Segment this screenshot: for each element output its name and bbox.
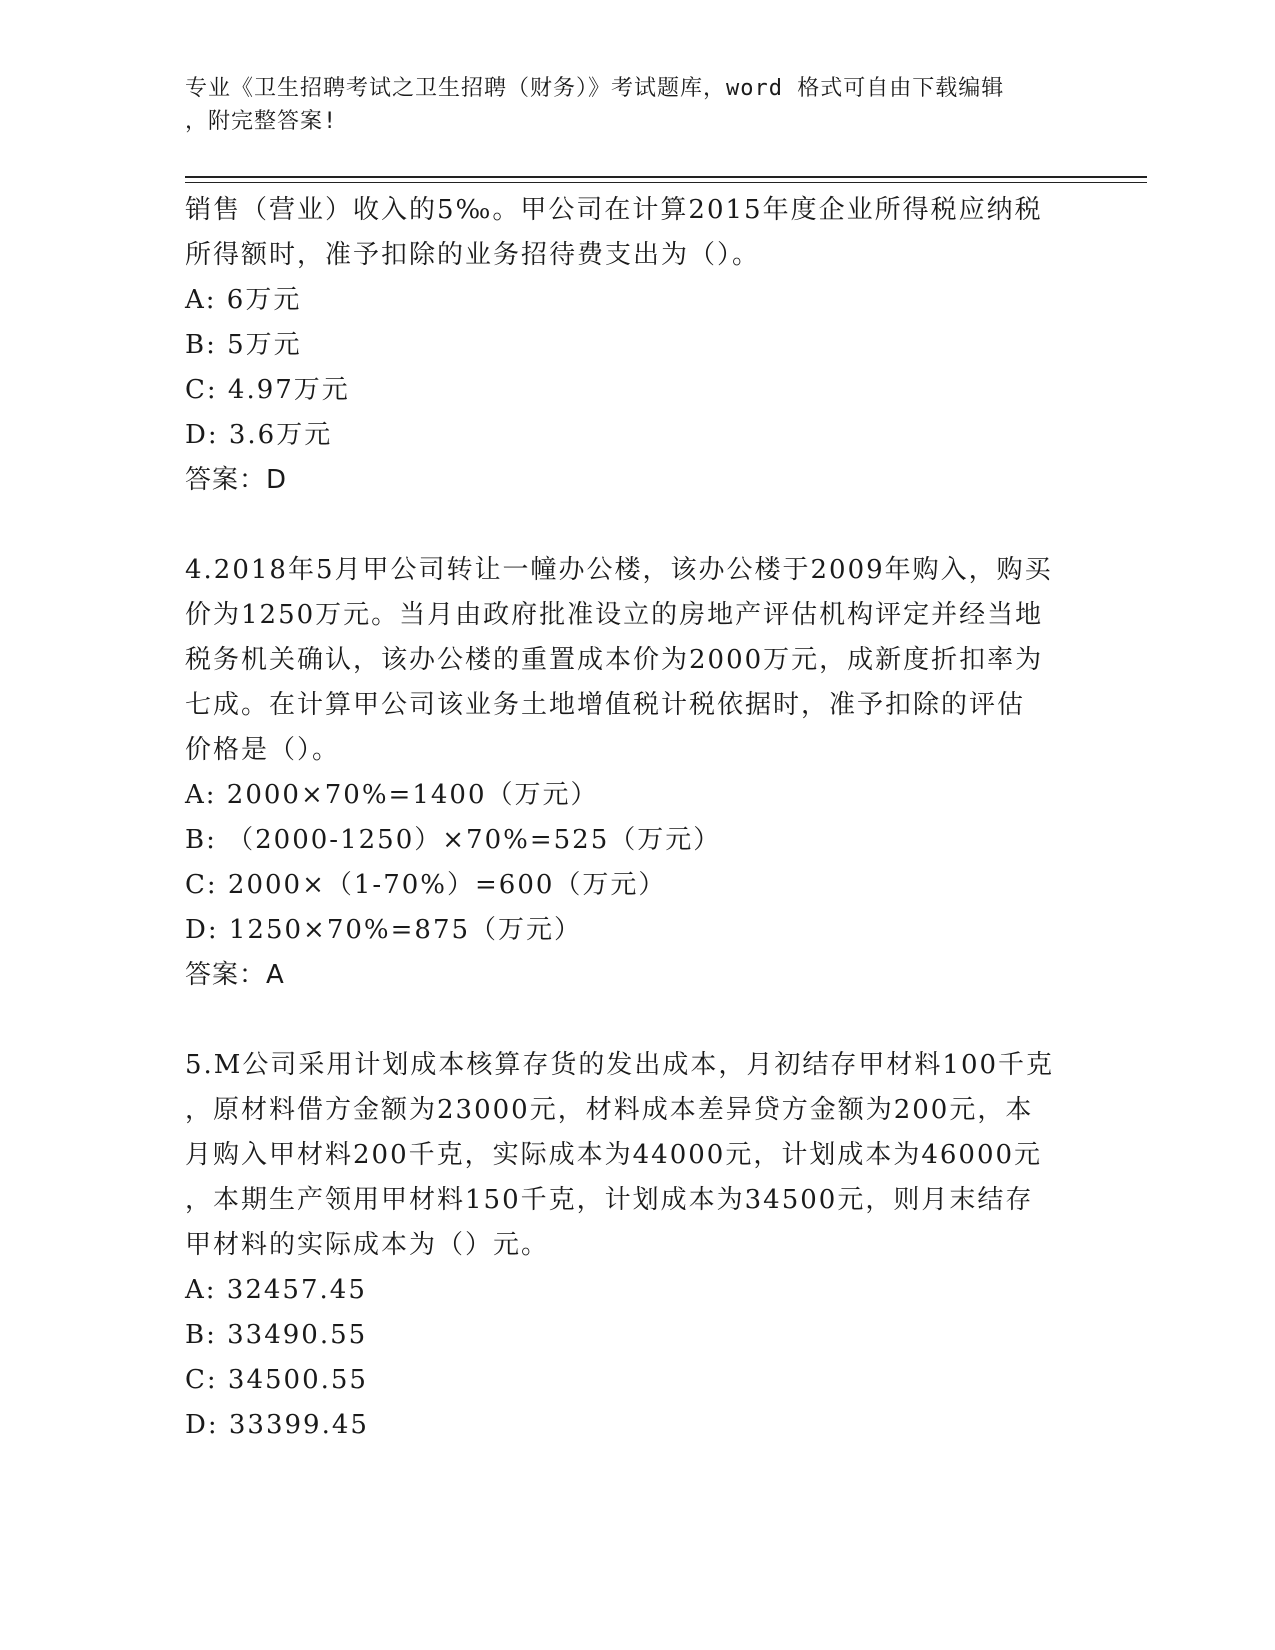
question-stem-line: 5.M公司采用计划成本核算存货的发出成本，月初结存甲材料100千克 [185,1050,1055,1080]
spacer [185,503,1085,548]
option-b: B: 5万元 [185,330,302,360]
question-stem-line: 月购入甲材料200千克，实际成本为44000元，计划成本为46000元 [185,1140,1043,1170]
option-c: C: 4.97万元 [185,375,350,405]
question-stem-line: 价格是（）。 [185,735,341,765]
question-stem-line: 4.2018年5月甲公司转让一幢办公楼，该办公楼于2009年购入，购买 [185,555,1053,585]
option-c: C: 2000×（1-70%）=600（万元） [185,870,667,900]
option-d: D: 33399.45 [185,1410,369,1440]
answer-text: 答案：A [185,960,285,990]
option-a: A: 32457.45 [185,1275,367,1305]
question-stem-line: 税务机关确认，该办公楼的重置成本价为2000万元，成新度折扣率为 [185,645,1044,675]
question-5 [185,1043,1085,1448]
option-c: C: 34500.55 [185,1365,368,1395]
spacer [185,998,1085,1043]
header-rule-thick [185,176,1147,178]
option-a: A: 2000×70%=1400（万元） [185,780,599,810]
question-3 [185,188,1085,503]
document-header [185,72,1065,138]
option-b: B: （2000-1250）×70%=525（万元） [185,825,722,855]
question-stem-line: 销售（营业）收入的5‰。甲公司在计算2015年度企业所得税应纳税 [185,195,1043,225]
question-stem-line: ，本期生产领用甲材料150千克，计划成本为34500元，则月末结存 [185,1185,1034,1215]
question-stem-line: ，原材料借方金额为23000元，材料成本差异贷方金额为200元，本 [185,1095,1034,1125]
header-line-2: ，附完整答案! [185,109,338,134]
answer-text: 答案：D [185,465,288,495]
question-4 [185,548,1085,998]
option-a: A: 6万元 [185,285,302,315]
question-stem-line: 价为1250万元。当月由政府批准设立的房地产评估机构评定并经当地 [185,600,1044,630]
option-b: B: 33490.55 [185,1320,368,1350]
question-stem-line: 甲材料的实际成本为（）元。 [185,1230,550,1260]
option-d: D: 1250×70%=875（万元） [185,915,583,945]
option-d: D: 3.6万元 [185,420,333,450]
question-stem-line: 七成。在计算甲公司该业务土地增值税计税依据时，准予扣除的评估 [185,690,1026,720]
question-content [185,188,1085,1448]
header-line-1: 专业《卫生招聘考试之卫生招聘（财务）》考试题库，word 格式可自由下载编辑 [185,76,1005,101]
question-stem-line: 所得额时，准予扣除的业务招待费支出为（）。 [185,240,761,270]
header-rule-thin [185,182,1147,183]
